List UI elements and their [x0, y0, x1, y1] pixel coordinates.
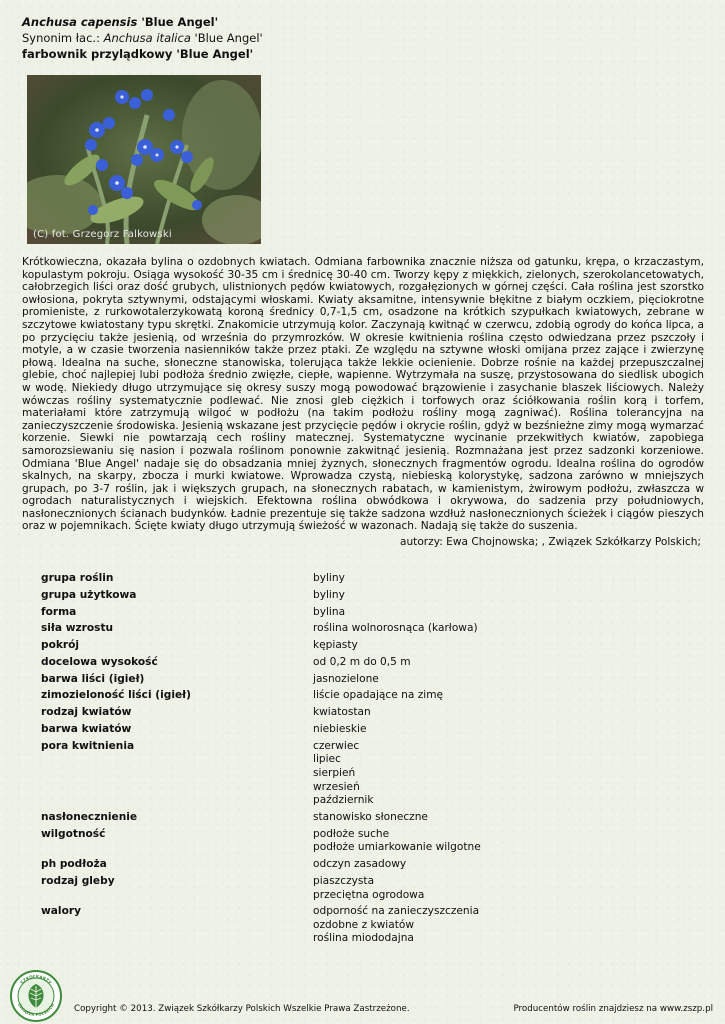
property-values	[313, 723, 681, 737]
property-row	[41, 606, 681, 620]
property-value: bylina	[313, 605, 346, 618]
property-values	[313, 606, 681, 620]
property-value: wrzesień	[313, 780, 360, 793]
property-key: ph podłoża	[41, 858, 107, 871]
property-value: jasnozielone	[313, 672, 379, 685]
property-values	[313, 689, 681, 703]
property-value: odporność na zanieczyszczenia	[313, 905, 480, 918]
property-value: roślina miododajna	[313, 932, 414, 945]
property-row	[41, 828, 681, 855]
property-value: sierpień	[313, 767, 356, 779]
property-key: forma	[41, 605, 77, 618]
photo-credit: (C) fot. Grzegorz Falkowski	[33, 229, 172, 240]
property-value: październik	[313, 794, 374, 807]
property-row	[41, 875, 681, 902]
property-key: pokrój	[41, 639, 80, 652]
property-values	[313, 858, 681, 872]
property-values	[313, 656, 681, 670]
plant-header	[22, 14, 263, 62]
property-value: byliny	[313, 588, 345, 601]
property-value: roślina wolnorosnąca (karłowa)	[313, 622, 478, 635]
property-value: kępiasty	[313, 639, 358, 652]
property-key: grupa użytkowa	[41, 588, 137, 601]
property-row	[41, 811, 681, 825]
property-row	[41, 656, 681, 670]
property-key: siła wzrostu	[41, 622, 114, 635]
synonym-prefix: Synonim łac.:	[22, 31, 104, 45]
property-values	[313, 572, 681, 586]
property-value: niebieskie	[313, 723, 367, 736]
property-key: barwa kwiatów	[41, 723, 132, 736]
property-row	[41, 723, 681, 737]
property-row	[41, 689, 681, 703]
property-row	[41, 622, 681, 636]
property-key: zimozieloność liści (igieł)	[41, 689, 191, 702]
property-value: kwiatostan	[313, 706, 371, 719]
property-key: barwa liści (igieł)	[41, 672, 145, 685]
producers-link-text: Producentów roślin znajdziesz na www.zszp.pl	[513, 1004, 713, 1014]
property-value: od 0,2 m do 0,5 m	[313, 655, 411, 668]
logo-text-top: SZKÓŁKARZY	[19, 973, 53, 986]
cultivar-name: 'Blue Angel'	[141, 15, 219, 29]
property-key: pora kwitnienia	[41, 739, 135, 752]
plant-photo	[27, 75, 261, 244]
property-key: wilgotność	[41, 827, 106, 840]
property-value: byliny	[313, 572, 345, 584]
property-value: ozdobne z kwiatów	[313, 918, 415, 931]
property-values	[313, 740, 681, 808]
property-value: lipiec	[313, 753, 341, 766]
synonym-line	[22, 30, 263, 46]
property-value: przeciętna ogrodowa	[313, 888, 425, 901]
property-value: stanowisko słoneczne	[313, 810, 428, 823]
property-value: podłoże suche	[313, 827, 390, 840]
property-key: rodzaj kwiatów	[41, 706, 132, 719]
property-values	[313, 828, 681, 855]
property-key: grupa roślin	[41, 572, 114, 584]
property-key: rodzaj gleby	[41, 874, 115, 887]
property-value: podłoże umiarkowanie wilgotne	[313, 841, 481, 854]
properties-table	[41, 572, 681, 949]
property-value: odczyn zasadowy	[313, 858, 407, 871]
property-row	[41, 673, 681, 687]
property-row	[41, 740, 681, 808]
property-values	[313, 673, 681, 687]
property-row	[41, 905, 681, 946]
property-row	[41, 639, 681, 653]
page-footer	[0, 995, 725, 1024]
property-key: nasłonecznienie	[41, 810, 138, 823]
property-row	[41, 589, 681, 603]
polish-name: farbownik przylądkowy 'Blue Angel'	[22, 47, 254, 61]
authors-line: autorzy: Ewa Chojnowska; , Związek Szkółkarzy Polskich;	[399, 536, 701, 548]
plant-photo-illustration	[27, 75, 261, 244]
property-value: liście opadające na zimę	[313, 689, 444, 702]
latin-title	[22, 14, 263, 30]
property-value: czerwiec	[313, 739, 360, 752]
property-values	[313, 589, 681, 603]
property-values	[313, 875, 681, 902]
logo-text-bottom: ZWIĄZEK POLSKICH	[17, 1002, 56, 1018]
property-values	[313, 811, 681, 825]
property-values	[313, 905, 681, 946]
property-key: walory	[41, 905, 81, 918]
synonym-cultivar: 'Blue Angel'	[190, 31, 263, 45]
property-values	[313, 706, 681, 720]
property-values	[313, 639, 681, 653]
copyright-text: Copyright © 2013. Związek Szkółkarzy Polskich Wszelkie Prawa Zastrzeżone.	[74, 1004, 410, 1014]
plant-description: Krótkowieczna, okazała bylina o ozdobnych kwiatach. Odmiana farbownika znacznie niższa od gatunku, krępa, o krzaczastym, kopulastym pokroju. Osiąga wysokość 30-35 cm i średnicę 30-40 cm. Tworzy kępy z miękkich, zielonych, szerokolancetowatych, całobrzegich liści oraz dość grubych, ulistnionych pędów kwiatowych, rozgałęzionych w górnej części. Cała roślina jest szorstko owłosiona, pokryta sztywnymi, odstającymi włoskami. Kwiaty aksamitne, intensywnie błękitne z białym oczkiem, pięciokrotne promieniste, z rurkowotalerzykowatą koroną średnicy 0,7-1,5 cm, osadzone na krótkich szypułkach kwiatowych, zebrane w szczytowe kwiatostany typu skrętki. Znakomicie utrzymują kolor. Zaczynają kwitnąć w czerwcu, zdobią ogrody do końca lipca, a po przycięciu także jesienią, od września do przymrozków. W okresie kwitnienia roślina często odwiedzana przez pszczoły i motyle, a w czasie tworzenia nasienników także przez ptaki. Ze względu na sztywne włoski omijana przez zające i zwierzynę płową. Idealna na suche, słoneczne stanowiska, tolerująca także lekkie ocienienie. Dobrze rośnie na każdej przepuszczalnej glebie, choć najlepiej lubi podłoża średnio zwięzłe, ciepłe, wapienne. Wytrzymała na suszę, przystosowana do siedlisk ubogich w wodę. Niekiedy długo utrzymujące się okresy suszy mogą powodować brązowienie i zasychanie blaszek liściowych. Należy wówczas rośliny systematycznie podlewać. Nie znosi gleb ciężkich i torfowych oraz ściółkowania roślin korą i torfem, materiałami które zatrzymują wilgoć w podłożu (na takim podłożu rośliny mogą zagniwać). Roślina tolerancyjna na zanieczyszczenie środowiska. Jesienią wskazane jest przycięcie pędów i okrycie roślin, gdyż w bezśnieżne zimy mogą wymarzać korzenie. Siewki nie powtarzają cech rośliny matecznej. Systematyczne wycinanie przekwitłych kwiatów, zapobiega samorozsiewaniu się nasion i pozwala roślinom ponownie zakwitnąć jesienią. Rozmnażana jest przez sadzonki korzeniowe. Odmiana 'Blue Angel' nadaje się do obsadzania mniej żyznych, słonecznych fragmentów ogrodu. Idealna roślina do ogrodów skalnych, na skarpy, zbocza i murki kwiatowe. Wprowadza czystą, niebieską kolorystykę, sadzona zarówno w mniejszych grupach, po 3-7 roślin, jak i większych grupach, na słonecznych rabatach, w kamienistym, żwirowym podłożu, zwłaszcza w ogrodach naturalistycznych i wiejskich. Efektowna roślina obwódkowa i okrywowa, do sadzenia przy południowych, nasłonecznionych ścianach budynków. Ładnie prezentuje się także sadzona wzdłuż nasłonecznionych ścieżek i ciągów pieszych oraz w pojemnikach. Ścięte kwiaty długo utrzymują świeżość w wazonach. Nadają się także do suszenia.	[22, 256, 704, 533]
property-row	[41, 858, 681, 872]
property-values	[313, 622, 681, 636]
property-value: piaszczysta	[313, 874, 375, 887]
property-row	[41, 706, 681, 720]
synonym-name: Anchusa italica	[103, 31, 191, 45]
latin-name: Anchusa capensis	[22, 15, 138, 29]
property-row	[41, 572, 681, 586]
property-key: docelowa wysokość	[41, 655, 158, 668]
